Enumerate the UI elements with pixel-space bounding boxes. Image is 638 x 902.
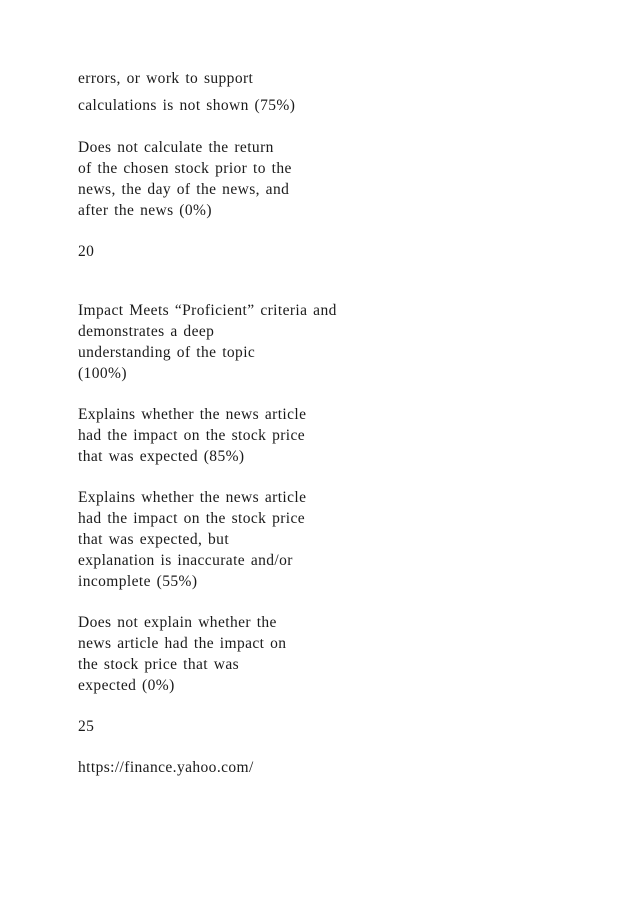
text-line: news, the day of the news, and: [78, 181, 290, 198]
text-line: calculations is not shown (75%): [78, 97, 296, 114]
text-line: (100%): [78, 365, 127, 382]
text-line: had the impact on the stock price: [78, 427, 306, 444]
criteria-heading: Impact Meets “Proficient” criteria and: [78, 302, 337, 319]
reference-link[interactable]: https://finance.yahoo.com/: [78, 759, 254, 776]
text-line: expected (0%): [78, 677, 175, 694]
text-line: Explains whether the news article: [78, 489, 307, 506]
text-line: Does not explain whether the: [78, 614, 277, 631]
text-line: Explains whether the news article: [78, 406, 307, 423]
text-line: errors, or work to support: [78, 70, 254, 87]
text-line: Does not calculate the return: [78, 139, 274, 156]
text-line: explanation is inaccurate and/or: [78, 552, 293, 569]
text-line: demonstrates a deep: [78, 323, 215, 340]
text-line: incomplete (55%): [78, 573, 198, 590]
text-line: news article had the impact on: [78, 635, 287, 652]
text-line: understanding of the topic: [78, 344, 256, 361]
text-line: the stock price that was: [78, 656, 240, 673]
text-line: that was expected (85%): [78, 448, 245, 465]
text-line: after the news (0%): [78, 202, 212, 219]
points-value: 25: [78, 718, 95, 735]
points-value: 20: [78, 243, 95, 260]
text-line: of the chosen stock prior to the: [78, 160, 292, 177]
text-line: that was expected, but: [78, 531, 230, 548]
text-line: had the impact on the stock price: [78, 510, 306, 527]
